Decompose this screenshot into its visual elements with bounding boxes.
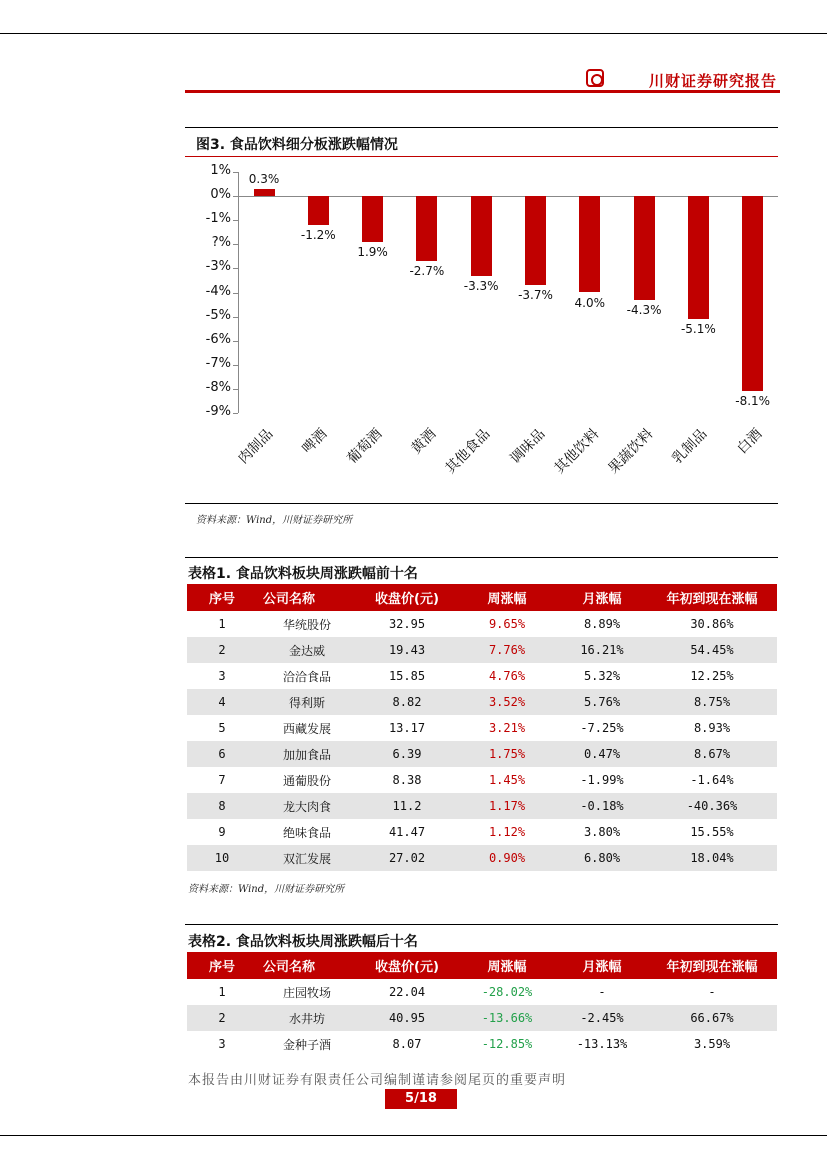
bar-葡萄酒 xyxy=(362,196,383,242)
table-cell: 6 xyxy=(187,741,257,767)
table-cell: 66.67% xyxy=(647,1005,777,1031)
top-border-line xyxy=(0,33,827,34)
table-cell: 通葡股份 xyxy=(282,773,331,788)
table-row xyxy=(187,637,777,663)
x-category-label: 果蔬饮料 xyxy=(605,426,657,477)
table-cell: 4 xyxy=(187,689,257,715)
table-cell: 3.59% xyxy=(693,1037,731,1051)
column-header: 收盘价(元) xyxy=(357,952,457,979)
table-cell: 18.04% xyxy=(647,845,777,871)
table-cell: 11.2 xyxy=(357,793,457,819)
bar-其他食品 xyxy=(471,196,492,276)
header-brand: 川财证券研究报告 xyxy=(648,72,777,90)
table-cell: 1 xyxy=(218,985,226,999)
figure-bottom-rule xyxy=(185,503,778,504)
column-header: 月涨幅 xyxy=(557,952,647,979)
y-tick-label: -3% xyxy=(205,259,231,275)
table-cell: 54.45% xyxy=(647,637,777,663)
y-tick-label: -7% xyxy=(205,355,231,371)
x-category-label: 白酒 xyxy=(733,426,766,458)
table1-source: 资料来源：Wind，川财证券研究所 xyxy=(188,884,345,895)
table1-title: 表格1. 食品饮料板块周涨跌幅前十名 xyxy=(188,566,418,582)
table-cell: -40.36% xyxy=(647,793,777,819)
table-row xyxy=(187,793,777,819)
table-cell: 西藏发展 xyxy=(282,721,331,736)
table-cell: 2 xyxy=(187,637,257,663)
x-category-label: 调味品 xyxy=(506,426,548,468)
figure-title-rule xyxy=(185,156,778,157)
table-cell: -0.18% xyxy=(557,793,647,819)
page-number: 5/18 xyxy=(385,1089,457,1109)
table-cell: 9.65% xyxy=(488,617,526,631)
y-tick-label: -6% xyxy=(205,331,231,347)
table-cell: 龙大肉食 xyxy=(257,793,357,819)
table-cell: 华统股份 xyxy=(282,617,331,632)
brand-logo-icon xyxy=(586,69,604,87)
table-row xyxy=(187,845,777,871)
y-tick-label: -8% xyxy=(205,379,231,395)
table-cell: 5.76% xyxy=(557,689,647,715)
table-cell: 7.76% xyxy=(457,637,557,663)
table-cell: -12.85% xyxy=(481,1037,533,1051)
table-row xyxy=(187,689,777,715)
table-cell: 0.90% xyxy=(457,845,557,871)
bar-chart xyxy=(185,160,778,500)
bar-data-label: -2.7% xyxy=(409,264,445,279)
table-cell: -13.66% xyxy=(457,1005,557,1031)
table-cell: -13.13% xyxy=(576,1037,628,1051)
table-cell: -1.64% xyxy=(690,773,734,787)
table-cell: 12.25% xyxy=(690,669,734,683)
table-cell: - xyxy=(598,985,606,999)
column-header: 收盘价(元) xyxy=(357,584,457,611)
table-cell: 8 xyxy=(187,793,257,819)
column-header: 年初到现在涨幅 xyxy=(647,584,777,611)
table-cell: 19.43 xyxy=(357,637,457,663)
table-cell: 洽洽食品 xyxy=(282,669,331,684)
column-header: 月涨幅 xyxy=(557,584,647,611)
x-category-label: 肉制品 xyxy=(235,426,277,468)
table-cell: 8.93% xyxy=(693,721,731,735)
column-header: 周涨幅 xyxy=(457,952,557,979)
table-row xyxy=(187,741,777,767)
figure-source: 资料来源：Wind，川财证券研究所 xyxy=(196,515,353,526)
table-cell: 27.02 xyxy=(357,845,457,871)
table-cell: 2 xyxy=(187,1005,257,1031)
table-row xyxy=(187,611,777,637)
x-category-label: 乳制品 xyxy=(669,426,711,468)
table-cell: 8.82 xyxy=(357,689,457,715)
table-cell: 9 xyxy=(218,825,226,839)
bar-data-label: -5.1% xyxy=(680,322,716,336)
figure-top-rule xyxy=(185,127,778,128)
bar-data-label: -4.3% xyxy=(626,302,662,317)
table-row xyxy=(187,819,777,845)
table-cell: 金达威 xyxy=(257,637,357,663)
table-cell: 0.47% xyxy=(557,741,647,767)
footer-disclaimer: 本报告由川财证券有限责任公司编制谨请参阅尾页的重要声明 xyxy=(188,1073,567,1088)
table-row xyxy=(187,663,777,689)
column-header: 序号 xyxy=(187,584,257,611)
table-cell: 得利斯 xyxy=(257,689,357,715)
table-cell: 8.38 xyxy=(392,773,422,787)
bar-data-label: -3.7% xyxy=(518,288,553,303)
y-tick-label: -5% xyxy=(205,307,231,323)
bar-果蔬饮料 xyxy=(634,196,655,300)
table-cell: 6.80% xyxy=(557,845,647,871)
table-cell: 3.52% xyxy=(457,689,557,715)
bar-其他饮料 xyxy=(579,196,600,292)
table-cell: 32.95 xyxy=(388,617,426,631)
table-cell: 1.45% xyxy=(488,773,526,787)
table-cell: 8.07 xyxy=(392,1037,422,1051)
bar-data-label: -8.1% xyxy=(735,394,771,409)
table-cell: 7 xyxy=(218,773,226,787)
column-header: 公司名称 xyxy=(257,952,357,979)
bar-data-label: 1.9% xyxy=(357,244,388,259)
table-cell: -2.45% xyxy=(557,1005,647,1031)
x-category-label: 黄酒 xyxy=(408,426,440,458)
bar-调味品 xyxy=(525,196,546,285)
bar-黄酒 xyxy=(416,196,437,261)
y-tick-label: ?% xyxy=(211,235,231,251)
y-tick-label: 0% xyxy=(210,187,231,203)
table1-header-row xyxy=(187,584,777,611)
x-category-label: 其他食品 xyxy=(442,426,494,477)
table-cell: -1.99% xyxy=(580,773,624,787)
bar-data-label: -1.2% xyxy=(300,228,336,243)
y-tick-mark xyxy=(233,413,238,414)
table-cell: 10 xyxy=(187,845,257,871)
y-tick-label: -9% xyxy=(205,404,231,419)
table-cell: 1.17% xyxy=(457,793,557,819)
column-header: 公司名称 xyxy=(257,584,357,611)
column-header: 年初到现在涨幅 xyxy=(647,952,777,979)
table-cell: -7.25% xyxy=(580,721,624,735)
table-row xyxy=(187,1031,777,1057)
table-cell: 8.75% xyxy=(647,689,777,715)
figure-title: 图3. 食品饮料细分板涨跌幅情况 xyxy=(196,137,398,153)
bar-肉制品 xyxy=(254,189,275,196)
column-header: 周涨幅 xyxy=(457,584,557,611)
table-row xyxy=(187,715,777,741)
table-cell: 15.85 xyxy=(388,669,426,683)
bottom-border-line xyxy=(0,1135,827,1136)
y-tick-label: -1% xyxy=(205,211,231,227)
bar-白酒 xyxy=(742,196,763,391)
table-row xyxy=(187,979,777,1005)
table-cell: 1.12% xyxy=(488,825,526,839)
table-cell: 金种子酒 xyxy=(282,1037,331,1052)
table-cell: 16.21% xyxy=(557,637,647,663)
table-cell: 绝味食品 xyxy=(282,825,331,840)
table-cell: 8.67% xyxy=(647,741,777,767)
x-category-label: 啤酒 xyxy=(299,426,331,458)
header-red-rule xyxy=(185,90,780,93)
table2 xyxy=(187,952,777,1057)
table-cell: - xyxy=(708,985,716,999)
y-tick-label: 1% xyxy=(210,163,231,178)
table-cell: 3 xyxy=(218,669,226,683)
table-cell: 3.80% xyxy=(583,825,621,839)
table2-header-row xyxy=(187,952,777,979)
table-cell: 庄园牧场 xyxy=(282,985,331,1000)
table-cell: 加加食品 xyxy=(257,741,357,767)
table-cell: 双汇发展 xyxy=(257,845,357,871)
table-row xyxy=(187,767,777,793)
table-cell: 6.39 xyxy=(357,741,457,767)
table-cell: 22.04 xyxy=(388,985,426,999)
column-header: 序号 xyxy=(187,952,257,979)
table-row xyxy=(187,1005,777,1031)
table1-top-rule xyxy=(185,557,778,558)
table1 xyxy=(187,584,777,871)
bar-data-label: 4.0% xyxy=(574,295,606,310)
table-cell: 1 xyxy=(218,617,226,631)
table-cell: 15.55% xyxy=(690,825,734,839)
table2-top-rule xyxy=(185,924,778,925)
bar-乳制品 xyxy=(688,196,709,319)
table2-title: 表格2. 食品饮料板块周涨跌幅后十名 xyxy=(188,934,418,950)
bar-啤酒 xyxy=(308,196,329,225)
x-category-label: 葡萄酒 xyxy=(343,426,385,468)
table-cell: 5 xyxy=(218,721,226,735)
table-cell: 13.17 xyxy=(388,721,426,735)
table-cell: 5.32% xyxy=(583,669,621,683)
bar-data-label: -3.3% xyxy=(463,278,499,293)
table-cell: 30.86% xyxy=(690,617,734,631)
bar-data-label: 0.3% xyxy=(248,171,280,186)
table-cell: 水井坊 xyxy=(257,1005,357,1031)
table-cell: 4.76% xyxy=(488,669,526,683)
y-axis xyxy=(238,172,239,413)
table-cell: 8.89% xyxy=(583,617,621,631)
table-cell: -28.02% xyxy=(481,985,533,999)
table-cell: 1.75% xyxy=(457,741,557,767)
table-cell: 3 xyxy=(218,1037,226,1051)
table-cell: 3.21% xyxy=(488,721,526,735)
table-cell: 41.47 xyxy=(388,825,426,839)
table-cell: 40.95 xyxy=(357,1005,457,1031)
x-category-label: 其他饮料 xyxy=(551,426,603,477)
y-tick-label: -4% xyxy=(205,283,231,299)
